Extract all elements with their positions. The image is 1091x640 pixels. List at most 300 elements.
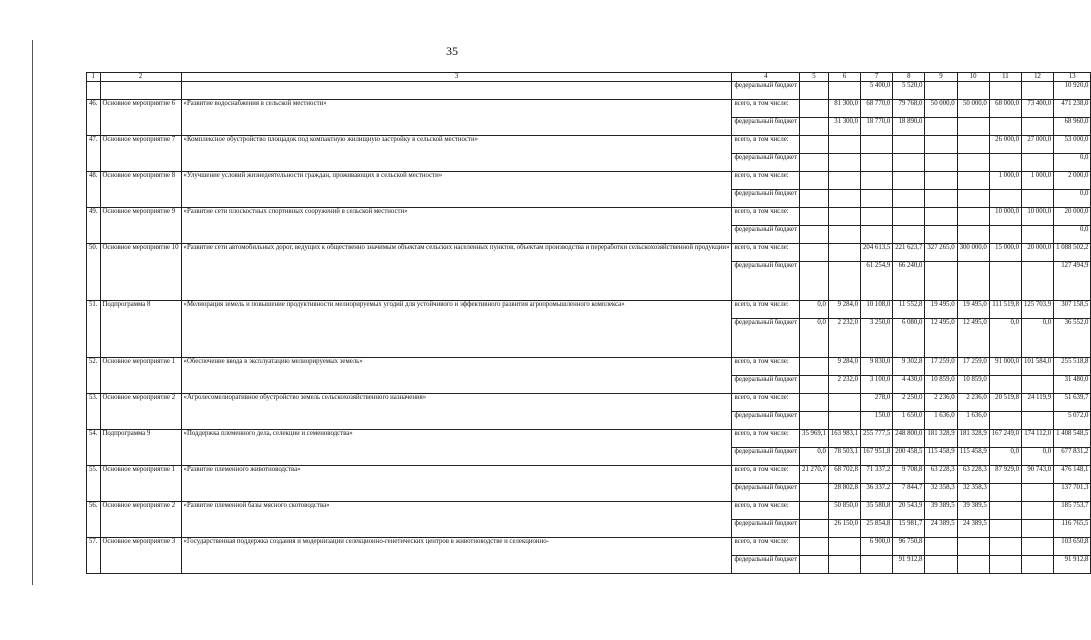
row-num-cell: 54. bbox=[87, 430, 101, 466]
table-row bbox=[87, 208, 1091, 226]
value-cell bbox=[800, 154, 829, 172]
value-cell: 51 639,7 bbox=[1054, 394, 1091, 412]
row-num-cell: 50. bbox=[87, 244, 101, 301]
value-cell bbox=[1021, 154, 1053, 172]
value-cell bbox=[925, 136, 957, 154]
value-cell: 26 150,0 bbox=[828, 520, 860, 538]
value-cell bbox=[1021, 226, 1053, 244]
value-cell: 63 228,3 bbox=[957, 466, 989, 484]
value-cell bbox=[861, 172, 893, 190]
funding-type-cell: федеральный бюджет bbox=[732, 556, 800, 574]
value-cell: 66 240,0 bbox=[893, 262, 925, 301]
value-cell: 32 358,3 bbox=[925, 484, 957, 502]
value-cell bbox=[800, 412, 829, 430]
funding-type-cell: федеральный бюджет bbox=[732, 484, 800, 502]
value-cell bbox=[989, 502, 1021, 520]
value-cell: 307 158,5 bbox=[1054, 301, 1091, 319]
table-row bbox=[87, 358, 1091, 376]
value-cell bbox=[800, 172, 829, 190]
value-cell: 2 236,0 bbox=[925, 394, 957, 412]
value-cell: 35 580,8 bbox=[861, 502, 893, 520]
value-cell bbox=[989, 538, 1021, 556]
funding-type-cell: всего, в том числе: bbox=[732, 502, 800, 520]
value-cell bbox=[861, 136, 893, 154]
value-cell: 50 000,0 bbox=[957, 100, 989, 118]
table-row bbox=[87, 502, 1091, 520]
funding-type-cell: федеральный бюджет bbox=[732, 319, 800, 358]
value-cell: 111 519,8 bbox=[989, 301, 1021, 319]
value-cell: 39 389,5 bbox=[957, 502, 989, 520]
value-cell: 3 100,0 bbox=[861, 376, 893, 394]
value-cell: 79 768,0 bbox=[893, 100, 925, 118]
value-cell: 20 543,9 bbox=[893, 502, 925, 520]
funding-type-cell: всего, в том числе: bbox=[732, 466, 800, 484]
value-cell bbox=[893, 172, 925, 190]
row-name-cell: Подпрограмма 8 bbox=[100, 301, 181, 358]
value-cell: 5 520,0 bbox=[893, 82, 925, 100]
value-cell: 476 148,1 bbox=[1054, 466, 1091, 484]
value-cell: 0,0 bbox=[1054, 190, 1091, 208]
value-cell bbox=[893, 190, 925, 208]
value-cell: 15 981,7 bbox=[893, 520, 925, 538]
value-cell bbox=[861, 190, 893, 208]
value-cell: 12 495,0 bbox=[925, 319, 957, 358]
header-cell: 1 bbox=[87, 73, 101, 82]
header-cell: 5 bbox=[800, 73, 829, 82]
funding-type-cell: федеральный бюджет bbox=[732, 412, 800, 430]
value-cell: 1 636,0 bbox=[957, 412, 989, 430]
value-cell: 18 770,0 bbox=[861, 118, 893, 136]
value-cell bbox=[925, 556, 957, 574]
value-cell bbox=[800, 520, 829, 538]
value-cell: 10 920,0 bbox=[1054, 82, 1091, 100]
header-cell: 6 bbox=[828, 73, 860, 82]
value-cell bbox=[800, 502, 829, 520]
value-cell: 91 912,8 bbox=[1054, 556, 1091, 574]
value-cell: 181 328,9 bbox=[925, 430, 957, 448]
row-num-cell bbox=[87, 82, 101, 100]
value-cell: 20 000,0 bbox=[1054, 208, 1091, 226]
value-cell: 9 284,0 bbox=[828, 301, 860, 319]
value-cell bbox=[828, 190, 860, 208]
value-cell bbox=[989, 82, 1021, 100]
value-cell: 19 495,0 bbox=[925, 301, 957, 319]
funding-type-cell: всего, в том числе: bbox=[732, 172, 800, 190]
value-cell bbox=[989, 118, 1021, 136]
margin-line bbox=[32, 40, 33, 585]
value-cell bbox=[800, 262, 829, 301]
value-cell: 3 250,0 bbox=[861, 319, 893, 358]
row-name-cell: Основное мероприятие 1 bbox=[100, 358, 181, 394]
value-cell: 185 753,7 bbox=[1054, 502, 1091, 520]
value-cell bbox=[800, 244, 829, 262]
value-cell: 103 650,8 bbox=[1054, 538, 1091, 556]
value-cell: 300 000,0 bbox=[957, 244, 989, 262]
value-cell bbox=[925, 538, 957, 556]
row-desc-cell: «Мелиорация земель и повышение продуктивности мелиорируемых угодий для устойчивого и эффективного развития агропромышленного комплекса» bbox=[181, 301, 732, 358]
value-cell bbox=[828, 208, 860, 226]
value-cell bbox=[828, 262, 860, 301]
value-cell bbox=[800, 136, 829, 154]
value-cell bbox=[925, 190, 957, 208]
value-cell bbox=[828, 82, 860, 100]
value-cell bbox=[957, 262, 989, 301]
value-cell: 10 108,0 bbox=[861, 301, 893, 319]
value-cell: 15 000,0 bbox=[989, 244, 1021, 262]
value-cell: 163 983,1 bbox=[828, 430, 860, 448]
header-cell: 10 bbox=[957, 73, 989, 82]
funding-type-cell: федеральный бюджет bbox=[732, 82, 800, 100]
value-cell: 9 830,0 bbox=[861, 358, 893, 376]
value-cell bbox=[957, 556, 989, 574]
value-cell bbox=[989, 190, 1021, 208]
value-cell: 21 270,7 bbox=[800, 466, 829, 484]
value-cell: 7 844,7 bbox=[893, 484, 925, 502]
value-cell: 36 552,0 bbox=[1054, 319, 1091, 358]
value-cell: 78 503,1 bbox=[828, 448, 860, 466]
value-cell: 0,0 bbox=[800, 319, 829, 358]
value-cell bbox=[989, 484, 1021, 502]
funding-type-cell: федеральный бюджет bbox=[732, 118, 800, 136]
table-row bbox=[87, 244, 1091, 262]
value-cell: 4 430,0 bbox=[893, 376, 925, 394]
value-cell bbox=[861, 556, 893, 574]
value-cell bbox=[989, 412, 1021, 430]
value-cell: 36 337,2 bbox=[861, 484, 893, 502]
header-cell: 7 bbox=[861, 73, 893, 82]
value-cell: 6 080,0 bbox=[893, 319, 925, 358]
table-row bbox=[87, 82, 1091, 100]
value-cell: 53 000,0 bbox=[1054, 136, 1091, 154]
value-cell: 677 831,2 bbox=[1054, 448, 1091, 466]
value-cell: 25 854,8 bbox=[861, 520, 893, 538]
value-cell bbox=[925, 82, 957, 100]
value-cell: 10 859,0 bbox=[925, 376, 957, 394]
value-cell: 116 765,5 bbox=[1054, 520, 1091, 538]
row-name-cell: Основное мероприятие 1 bbox=[100, 466, 181, 502]
value-cell bbox=[957, 136, 989, 154]
value-cell bbox=[893, 226, 925, 244]
value-cell: 127 494,9 bbox=[1054, 262, 1091, 301]
value-cell bbox=[800, 100, 829, 118]
value-cell bbox=[861, 154, 893, 172]
value-cell bbox=[1021, 190, 1053, 208]
funding-type-cell: всего, в том числе: bbox=[732, 301, 800, 319]
value-cell: 101 584,0 bbox=[1021, 358, 1053, 376]
value-cell bbox=[828, 556, 860, 574]
value-cell: 18 890,0 bbox=[893, 118, 925, 136]
value-cell: 255 518,8 bbox=[1054, 358, 1091, 376]
value-cell bbox=[957, 226, 989, 244]
row-desc-cell: «Поддержка племенного дела, селекции и семеноводства» bbox=[181, 430, 732, 466]
value-cell bbox=[1021, 262, 1053, 301]
value-cell: 181 328,9 bbox=[957, 430, 989, 448]
value-cell: 137 701,3 bbox=[1054, 484, 1091, 502]
funding-type-cell: федеральный бюджет bbox=[732, 448, 800, 466]
value-cell: 17 259,0 bbox=[925, 358, 957, 376]
value-cell bbox=[800, 376, 829, 394]
value-cell: 9 302,8 bbox=[893, 358, 925, 376]
value-cell bbox=[1021, 118, 1053, 136]
value-cell: 115 458,9 bbox=[925, 448, 957, 466]
funding-type-cell: всего, в том числе: bbox=[732, 136, 800, 154]
row-num-cell: 46. bbox=[87, 100, 101, 136]
row-name-cell: Основное мероприятие 2 bbox=[100, 394, 181, 430]
value-cell: 20 519,8 bbox=[989, 394, 1021, 412]
row-name-cell: Основное мероприятие 8 bbox=[100, 172, 181, 208]
value-cell: 471 238,0 bbox=[1054, 100, 1091, 118]
funding-type-cell: всего, в том числе: bbox=[732, 208, 800, 226]
row-num-cell: 48. bbox=[87, 172, 101, 208]
value-cell: 27 000,0 bbox=[1021, 136, 1053, 154]
value-cell bbox=[989, 154, 1021, 172]
table-row bbox=[87, 172, 1091, 190]
value-cell: 96 750,8 bbox=[893, 538, 925, 556]
value-cell: 68 770,0 bbox=[861, 100, 893, 118]
value-cell bbox=[800, 226, 829, 244]
value-cell bbox=[800, 394, 829, 412]
funding-type-cell: всего, в том числе: bbox=[732, 358, 800, 376]
row-desc-cell: «Развитие водоснабжения в сельской местности» bbox=[181, 100, 732, 136]
table-row bbox=[87, 430, 1091, 448]
value-cell: 91 000,0 bbox=[989, 358, 1021, 376]
row-num-cell: 47. bbox=[87, 136, 101, 172]
value-cell: 167 249,0 bbox=[989, 430, 1021, 448]
value-cell: 12 495,0 bbox=[957, 319, 989, 358]
value-cell bbox=[800, 556, 829, 574]
header-row bbox=[87, 73, 1091, 82]
value-cell: 2 232,0 bbox=[828, 376, 860, 394]
header-cell: 3 bbox=[181, 73, 732, 82]
funding-type-cell: федеральный бюджет bbox=[732, 226, 800, 244]
row-desc-cell bbox=[181, 82, 732, 100]
value-cell: 87 929,0 bbox=[989, 466, 1021, 484]
value-cell bbox=[1021, 484, 1053, 502]
value-cell: 167 951,8 bbox=[861, 448, 893, 466]
value-cell bbox=[989, 226, 1021, 244]
value-cell: 63 228,3 bbox=[925, 466, 957, 484]
value-cell: 81 300,0 bbox=[828, 100, 860, 118]
value-cell bbox=[800, 82, 829, 100]
value-cell: 24 389,5 bbox=[957, 520, 989, 538]
value-cell: 1 650,0 bbox=[893, 412, 925, 430]
value-cell bbox=[957, 172, 989, 190]
budget-table bbox=[86, 72, 1091, 574]
table-row bbox=[87, 100, 1091, 118]
value-cell: 174 112,0 bbox=[1021, 430, 1053, 448]
row-name-cell: Основное мероприятие 10 bbox=[100, 244, 181, 301]
value-cell: 11 552,8 bbox=[893, 301, 925, 319]
value-cell: 0,0 bbox=[989, 319, 1021, 358]
funding-type-cell: всего, в том числе: bbox=[732, 394, 800, 412]
value-cell: 5 400,0 bbox=[861, 82, 893, 100]
row-num-cell: 55. bbox=[87, 466, 101, 502]
value-cell bbox=[828, 154, 860, 172]
row-name-cell bbox=[100, 82, 181, 100]
value-cell: 200 458,5 bbox=[893, 448, 925, 466]
value-cell: 28 802,8 bbox=[828, 484, 860, 502]
value-cell: 6 900,0 bbox=[861, 538, 893, 556]
value-cell bbox=[1021, 82, 1053, 100]
value-cell: 68 960,0 bbox=[1054, 118, 1091, 136]
funding-type-cell: федеральный бюджет bbox=[732, 154, 800, 172]
row-desc-cell: «Развитие сети автомобильных дорог, ведущих к общественно значимым объектам сельских населенных пунктов, объектам производства и переработки сельскохозяйственной продукции» bbox=[181, 244, 732, 301]
value-cell: 91 912,8 bbox=[893, 556, 925, 574]
value-cell bbox=[925, 154, 957, 172]
row-desc-cell: «Обеспечение ввода в эксплуатацию мелиорируемых земель» bbox=[181, 358, 732, 394]
value-cell: 71 337,2 bbox=[861, 466, 893, 484]
value-cell: 39 389,5 bbox=[925, 502, 957, 520]
row-name-cell: Основное мероприятие 3 bbox=[100, 538, 181, 574]
value-cell: 2 000,0 bbox=[1054, 172, 1091, 190]
row-num-cell: 49. bbox=[87, 208, 101, 244]
row-desc-cell: «Улучшение условий жизнедеятельности граждан, проживающих в сельской местности» bbox=[181, 172, 732, 208]
row-num-cell: 52. bbox=[87, 358, 101, 394]
value-cell bbox=[800, 538, 829, 556]
funding-type-cell: федеральный бюджет bbox=[732, 376, 800, 394]
value-cell bbox=[800, 118, 829, 136]
value-cell: 9 708,8 bbox=[893, 466, 925, 484]
row-name-cell: Основное мероприятие 6 bbox=[100, 100, 181, 136]
value-cell bbox=[828, 412, 860, 430]
value-cell bbox=[925, 226, 957, 244]
value-cell bbox=[893, 136, 925, 154]
value-cell bbox=[828, 394, 860, 412]
row-desc-cell: «Развитие племенной базы мясного скотоводства» bbox=[181, 502, 732, 538]
table-row bbox=[87, 538, 1091, 556]
header-cell: 12 bbox=[1021, 73, 1053, 82]
value-cell: 50 850,0 bbox=[828, 502, 860, 520]
value-cell: 26 000,0 bbox=[989, 136, 1021, 154]
value-cell bbox=[1021, 376, 1053, 394]
header-cell: 11 bbox=[989, 73, 1021, 82]
value-cell bbox=[989, 376, 1021, 394]
row-desc-cell: «Развитие племенного животноводства» bbox=[181, 466, 732, 502]
value-cell: 0,0 bbox=[1021, 448, 1053, 466]
value-cell bbox=[1021, 538, 1053, 556]
table-row bbox=[87, 136, 1091, 154]
value-cell: 1 088 502,2 bbox=[1054, 244, 1091, 262]
row-desc-cell: «Агролесомелиоративное обустройство земель сельскохозяйственного назначения» bbox=[181, 394, 732, 430]
value-cell: 0,0 bbox=[1021, 319, 1053, 358]
value-cell bbox=[989, 520, 1021, 538]
row-num-cell: 53. bbox=[87, 394, 101, 430]
value-cell: 9 284,0 bbox=[828, 358, 860, 376]
row-name-cell: Основное мероприятие 2 bbox=[100, 502, 181, 538]
funding-type-cell: всего, в том числе: bbox=[732, 538, 800, 556]
value-cell: 125 703,9 bbox=[1021, 301, 1053, 319]
value-cell bbox=[800, 358, 829, 376]
header-cell: 9 bbox=[925, 73, 957, 82]
value-cell bbox=[800, 484, 829, 502]
value-cell bbox=[1021, 412, 1053, 430]
value-cell: 31 300,0 bbox=[828, 118, 860, 136]
value-cell: 10 000,0 bbox=[1021, 208, 1053, 226]
row-desc-cell: «Комплексное обустройство площадок под компактную жилищную застройку в сельской местности» bbox=[181, 136, 732, 172]
value-cell: 2 232,0 bbox=[828, 319, 860, 358]
value-cell: 0,0 bbox=[1054, 154, 1091, 172]
value-cell bbox=[828, 226, 860, 244]
value-cell bbox=[925, 118, 957, 136]
value-cell: 50 000,0 bbox=[925, 100, 957, 118]
value-cell: 35 969,1 bbox=[800, 430, 829, 448]
row-name-cell: Основное мероприятие 7 bbox=[100, 136, 181, 172]
page-number: 35 bbox=[446, 44, 458, 58]
value-cell bbox=[800, 190, 829, 208]
value-cell bbox=[861, 208, 893, 226]
value-cell: 0,0 bbox=[800, 301, 829, 319]
row-desc-cell: «Развитие сети плоскостных спортивных сооружений в сельской местности» bbox=[181, 208, 732, 244]
value-cell: 1 000,0 bbox=[989, 172, 1021, 190]
header-cell: 13 bbox=[1054, 73, 1091, 82]
value-cell: 68 702,8 bbox=[828, 466, 860, 484]
table-row bbox=[87, 301, 1091, 319]
value-cell: 0,0 bbox=[989, 448, 1021, 466]
value-cell bbox=[989, 556, 1021, 574]
value-cell: 204 613,5 bbox=[861, 244, 893, 262]
header-cell: 2 bbox=[100, 73, 181, 82]
value-cell bbox=[1021, 520, 1053, 538]
funding-type-cell: всего, в том числе: bbox=[732, 100, 800, 118]
value-cell bbox=[957, 154, 989, 172]
funding-type-cell: федеральный бюджет bbox=[732, 190, 800, 208]
funding-type-cell: федеральный бюджет bbox=[732, 520, 800, 538]
value-cell: 61 254,9 bbox=[861, 262, 893, 301]
value-cell: 327 265,0 bbox=[925, 244, 957, 262]
value-cell bbox=[925, 208, 957, 226]
row-num-cell: 51. bbox=[87, 301, 101, 358]
value-cell bbox=[925, 262, 957, 301]
table-row bbox=[87, 466, 1091, 484]
value-cell: 19 495,0 bbox=[957, 301, 989, 319]
value-cell bbox=[893, 208, 925, 226]
value-cell bbox=[828, 172, 860, 190]
value-cell bbox=[957, 118, 989, 136]
row-num-cell: 57. bbox=[87, 538, 101, 574]
value-cell bbox=[828, 136, 860, 154]
funding-type-cell: всего, в том числе: bbox=[732, 244, 800, 262]
value-cell: 221 623,7 bbox=[893, 244, 925, 262]
value-cell: 115 458,9 bbox=[957, 448, 989, 466]
value-cell: 248 800,0 bbox=[893, 430, 925, 448]
value-cell: 2 250,0 bbox=[893, 394, 925, 412]
funding-type-cell: всего, в том числе: bbox=[732, 430, 800, 448]
value-cell: 255 777,5 bbox=[861, 430, 893, 448]
value-cell bbox=[989, 262, 1021, 301]
row-name-cell: Подпрограмма 9 bbox=[100, 430, 181, 466]
value-cell bbox=[957, 82, 989, 100]
value-cell: 10 859,0 bbox=[957, 376, 989, 394]
value-cell bbox=[1021, 556, 1053, 574]
value-cell bbox=[925, 172, 957, 190]
value-cell: 17 259,0 bbox=[957, 358, 989, 376]
row-num-cell: 56. bbox=[87, 502, 101, 538]
header-cell: 8 bbox=[893, 73, 925, 82]
value-cell bbox=[957, 538, 989, 556]
value-cell bbox=[1021, 502, 1053, 520]
value-cell bbox=[861, 226, 893, 244]
value-cell bbox=[828, 244, 860, 262]
value-cell: 1 636,0 bbox=[925, 412, 957, 430]
value-cell: 24 119,9 bbox=[1021, 394, 1053, 412]
value-cell bbox=[828, 538, 860, 556]
value-cell bbox=[800, 208, 829, 226]
value-cell: 150,0 bbox=[861, 412, 893, 430]
value-cell: 24 389,5 bbox=[925, 520, 957, 538]
value-cell: 10 000,0 bbox=[989, 208, 1021, 226]
value-cell: 32 358,3 bbox=[957, 484, 989, 502]
value-cell: 73 400,0 bbox=[1021, 100, 1053, 118]
